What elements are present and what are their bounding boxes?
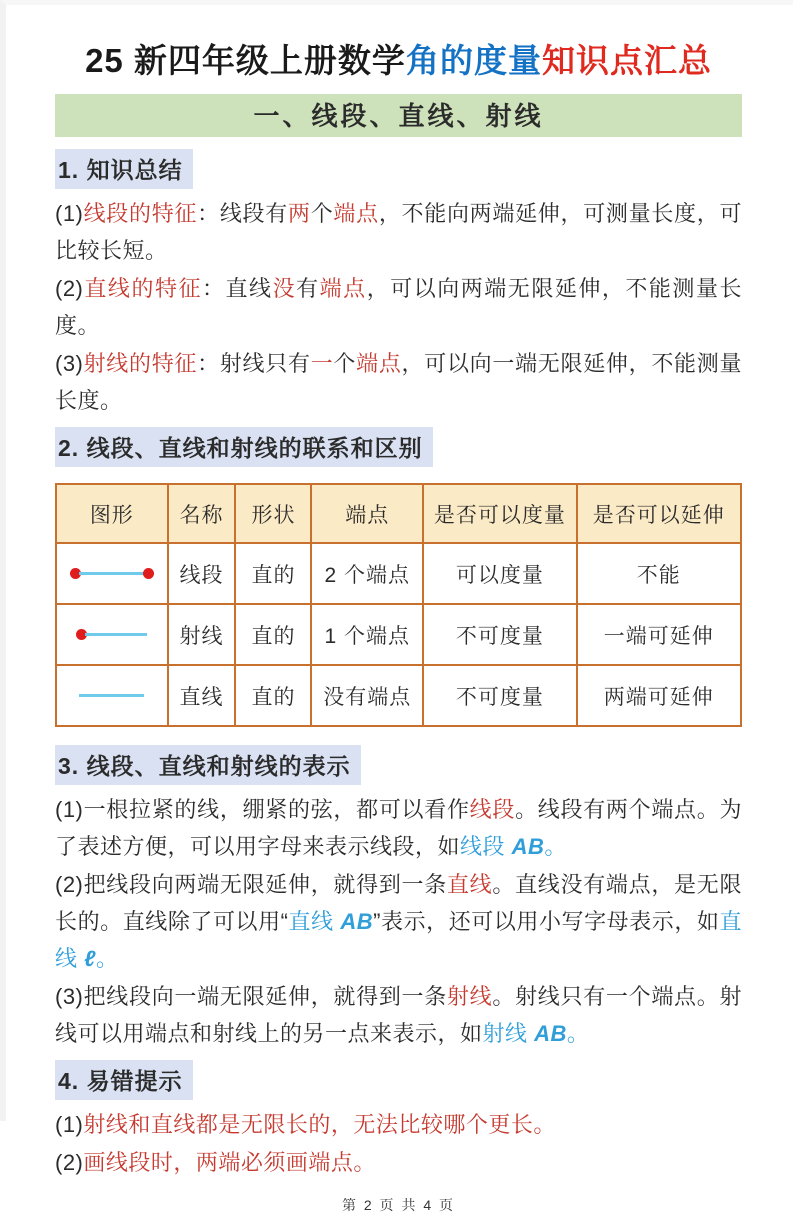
- ray-figure: [57, 629, 167, 640]
- cell-endpoints: 没有端点: [311, 665, 423, 726]
- col-header-measurable: 是否可以度量: [423, 484, 576, 543]
- text-segment: (1)一根拉紧的线，绷紧的弦，都可以看作: [55, 797, 470, 822]
- text-segment: AB: [340, 909, 374, 934]
- text-segment: (1): [55, 201, 84, 226]
- paragraph-mistake-2: [55, 1144, 742, 1181]
- text-segment: 端点: [319, 276, 367, 301]
- text-segment: ，可以向两端无限延伸，不能测量长度。: [55, 276, 742, 338]
- segment-figure-cell: [56, 543, 168, 604]
- text-segment: 射线和直线都是无限长的，无法比较哪个更长。: [83, 1112, 556, 1137]
- page-title: [55, 35, 742, 82]
- text-segment: 。: [544, 834, 567, 859]
- table-row-segment: [56, 543, 741, 604]
- text-segment: 射线的特征: [83, 351, 198, 376]
- segment-line: [79, 572, 145, 575]
- cell-shape: 直的: [235, 604, 311, 665]
- cell-measurable: 可以度量: [423, 543, 576, 604]
- paragraph-mistake-1: [55, 1106, 742, 1143]
- cell-extendable: 两端可延伸: [577, 665, 741, 726]
- col-header-name: 名称: [168, 484, 236, 543]
- text-segment: 。射线只有一个端点。射线可以用端点和射线上的另一点来表示，如: [55, 984, 742, 1046]
- heading-common-mistakes: 4. 易错提示: [55, 1060, 193, 1100]
- text-segment: 个: [333, 351, 357, 376]
- text-segment: 。直线没有端点，是无限长的。直线除了可以用“: [55, 872, 742, 934]
- cell-extendable: 一端可延伸: [577, 604, 741, 665]
- text-segment: ，可以向一端无限延伸，不能测量长度。: [55, 351, 742, 413]
- table-row-line: [56, 665, 741, 726]
- heading-comparison: 2. 线段、直线和射线的联系和区别: [55, 427, 433, 467]
- text-segment: 线段的特征: [83, 201, 198, 226]
- section-banner: [55, 94, 742, 137]
- section-comparison: [55, 425, 742, 727]
- heading-representation: 3. 线段、直线和射线的表示: [55, 745, 361, 785]
- cell-endpoints: 2 个端点: [311, 543, 423, 604]
- text-segment: ：线段有: [197, 201, 288, 226]
- text-segment: 线段: [469, 797, 516, 822]
- text-segment: 画线段时，两端必须画端点。: [83, 1150, 376, 1175]
- col-header-extendable: 是否可以延伸: [577, 484, 741, 543]
- ray-line: [85, 633, 147, 636]
- section-banner-text: 一、线段、直线、射线: [253, 101, 544, 131]
- text-segment: 直线: [288, 909, 341, 934]
- text-segment: ：射线只有: [197, 351, 311, 376]
- cell-extendable: 不能: [577, 543, 741, 604]
- cell-name: 线段: [168, 543, 236, 604]
- paragraph-ray-features: [55, 345, 742, 419]
- heading-knowledge-summary: 1. 知识总结: [55, 149, 193, 189]
- section-knowledge-summary: [55, 147, 742, 419]
- text-segment: 个: [310, 201, 334, 226]
- text-segment: (1): [55, 1112, 84, 1137]
- section-representation: [55, 743, 742, 1052]
- cell-shape: 直的: [235, 543, 311, 604]
- text-segment: 端点: [356, 351, 402, 376]
- text-segment: 射线: [482, 1021, 535, 1046]
- ray-figure-cell: [56, 604, 168, 665]
- paragraph-line-representation: [55, 866, 742, 977]
- text-segment: ：直线: [202, 276, 273, 301]
- cell-name: 射线: [168, 604, 236, 665]
- text-segment: 一: [310, 351, 334, 376]
- paragraph-segment-representation: [55, 791, 742, 865]
- text-segment: ℓ: [84, 946, 96, 971]
- cell-endpoints: 1 个端点: [311, 604, 423, 665]
- text-segment: 。: [95, 946, 119, 971]
- col-header-figure: 图形: [56, 484, 168, 543]
- line-figure: [57, 694, 167, 697]
- table-header-row: [56, 484, 741, 543]
- text-segment: 线段: [460, 834, 512, 859]
- text-segment: 直线: [55, 909, 742, 971]
- table-row-ray: [56, 604, 741, 665]
- straight-line: [79, 694, 144, 697]
- document-page: [6, 5, 793, 1215]
- cell-name: 直线: [168, 665, 236, 726]
- text-segment: (2): [55, 276, 84, 301]
- text-segment: 。线段有两个端点。为了表述方便，可以用字母来表示线段，如: [55, 797, 742, 859]
- text-segment: (2): [55, 1150, 84, 1175]
- col-header-endpoints: 端点: [311, 484, 423, 543]
- text-segment: 。: [566, 1021, 590, 1046]
- line-figure-cell: [56, 665, 168, 726]
- endpoint-dot: [143, 568, 154, 579]
- paragraph-ray-representation: [55, 978, 742, 1052]
- text-segment: 有: [296, 276, 320, 301]
- text-segment: AB: [534, 1021, 567, 1046]
- text-segment: (3)把线段向一端无限延伸，就得到一条: [55, 984, 447, 1009]
- text-segment: 直线的特征: [83, 276, 203, 301]
- text-segment: ，不能向两端延伸，可测量长度，可比较长短。: [55, 201, 742, 263]
- col-header-shape: 形状: [235, 484, 311, 543]
- comparison-table: [55, 483, 742, 727]
- section-common-mistakes: [55, 1058, 742, 1181]
- text-segment: 端点: [333, 201, 379, 226]
- text-segment: 角的度量: [405, 42, 542, 79]
- text-segment: AB: [511, 834, 545, 859]
- text-segment: ”表示，还可以用小写字母表示，如: [373, 909, 720, 934]
- text-segment: 两: [287, 201, 311, 226]
- text-segment: 知识点汇总: [541, 42, 712, 79]
- paragraph-segment-features: [55, 195, 742, 269]
- cell-shape: 直的: [235, 665, 311, 726]
- segment-figure: [57, 568, 167, 579]
- text-segment: (2)把线段向两端无限延伸，就得到一条: [55, 872, 447, 897]
- text-segment: 没: [272, 276, 297, 301]
- page-number: 第 2 页 共 4 页: [341, 1197, 456, 1213]
- text-segment: 射线: [446, 984, 493, 1009]
- paragraph-line-features: [55, 270, 742, 344]
- cell-measurable: 不可度量: [423, 604, 576, 665]
- text-segment: (3): [55, 351, 84, 376]
- text-segment: 直线: [446, 872, 493, 897]
- cell-measurable: 不可度量: [423, 665, 576, 726]
- text-segment: 25 新四年级上册数学: [85, 42, 406, 79]
